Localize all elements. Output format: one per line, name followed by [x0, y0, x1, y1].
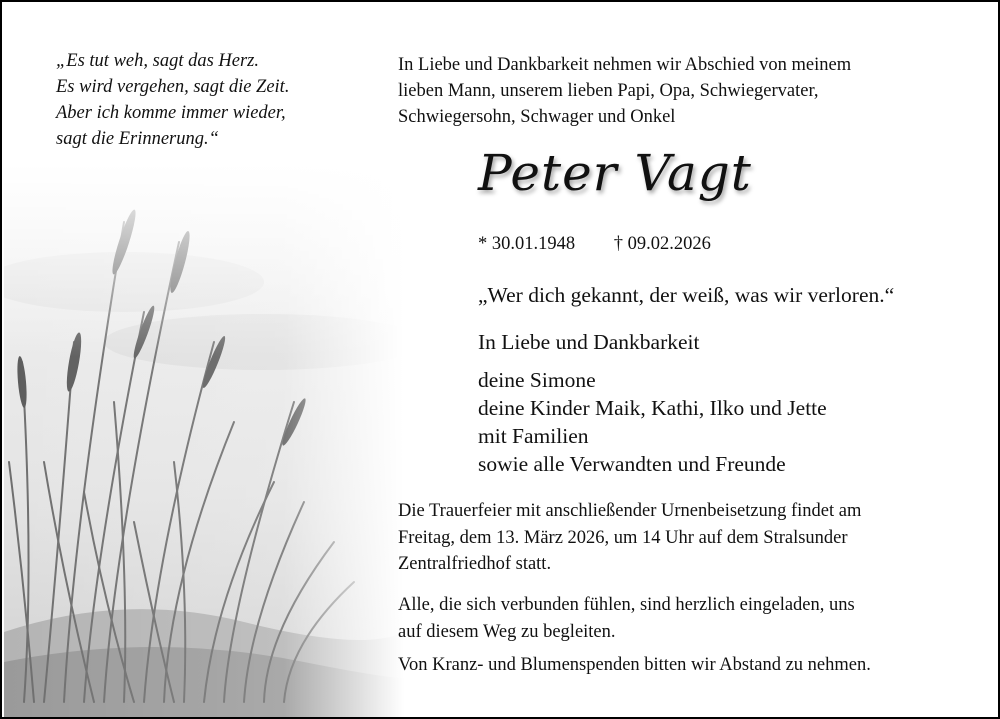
- invitation-text: [398, 592, 968, 645]
- funeral-info: [398, 498, 968, 578]
- deceased-name: Peter Vagt: [478, 144, 752, 202]
- poem-line: Es wird vergehen, sagt die Zeit.: [56, 77, 290, 97]
- mourner-line: deine Kinder Maik, Kathi, Ilko und Jette: [478, 396, 827, 420]
- invitation-line: auf diesem Weg zu begleiten.: [398, 621, 616, 642]
- mourners-list: [478, 366, 827, 478]
- memorial-quote: „Wer dich gekannt, der weiß, was wir verloren.“: [478, 283, 895, 307]
- poem-line: „Es tut weh, sagt das Herz.: [56, 51, 260, 71]
- poem-line: sagt die Erinnerung.“: [56, 129, 219, 149]
- dune-grass-image: [4, 162, 404, 719]
- funeral-line: Die Trauerfeier mit anschließender Urnenbeisetzung findet am: [398, 501, 862, 521]
- intro-line: In Liebe und Dankbarkeit nehmen wir Abschied von meinem: [398, 55, 852, 75]
- death-date: † 09.02.2026: [613, 234, 711, 254]
- funeral-line: Freitag, dem 13. März 2026, um 14 Uhr auf dem Stralsunder: [398, 527, 848, 548]
- funeral-line: Zentralfriedhof statt.: [398, 554, 552, 574]
- thanks-line: In Liebe und Dankbarkeit: [478, 330, 700, 354]
- life-dates: [478, 232, 711, 256]
- poem-line: Aber ich komme immer wieder,: [56, 103, 286, 123]
- mourner-line: deine Simone: [478, 368, 596, 392]
- birth-date: * 30.01.1948: [478, 234, 576, 254]
- intro-text: [398, 52, 978, 130]
- mourner-line: mit Familien: [478, 424, 589, 448]
- mourner-line: sowie alle Verwandten und Freunde: [478, 452, 786, 476]
- poem: [56, 48, 386, 152]
- flowers-note: Von Kranz- und Blumenspenden bitten wir Abstand zu nehmen.: [398, 655, 871, 675]
- invitation-line: Alle, die sich verbunden fühlen, sind herzlich eingeladen, uns: [398, 595, 855, 615]
- intro-line: lieben Mann, unserem lieben Papi, Opa, Schwiegervater,: [398, 81, 819, 101]
- intro-line: Schwiegersohn, Schwager und Onkel: [398, 107, 676, 127]
